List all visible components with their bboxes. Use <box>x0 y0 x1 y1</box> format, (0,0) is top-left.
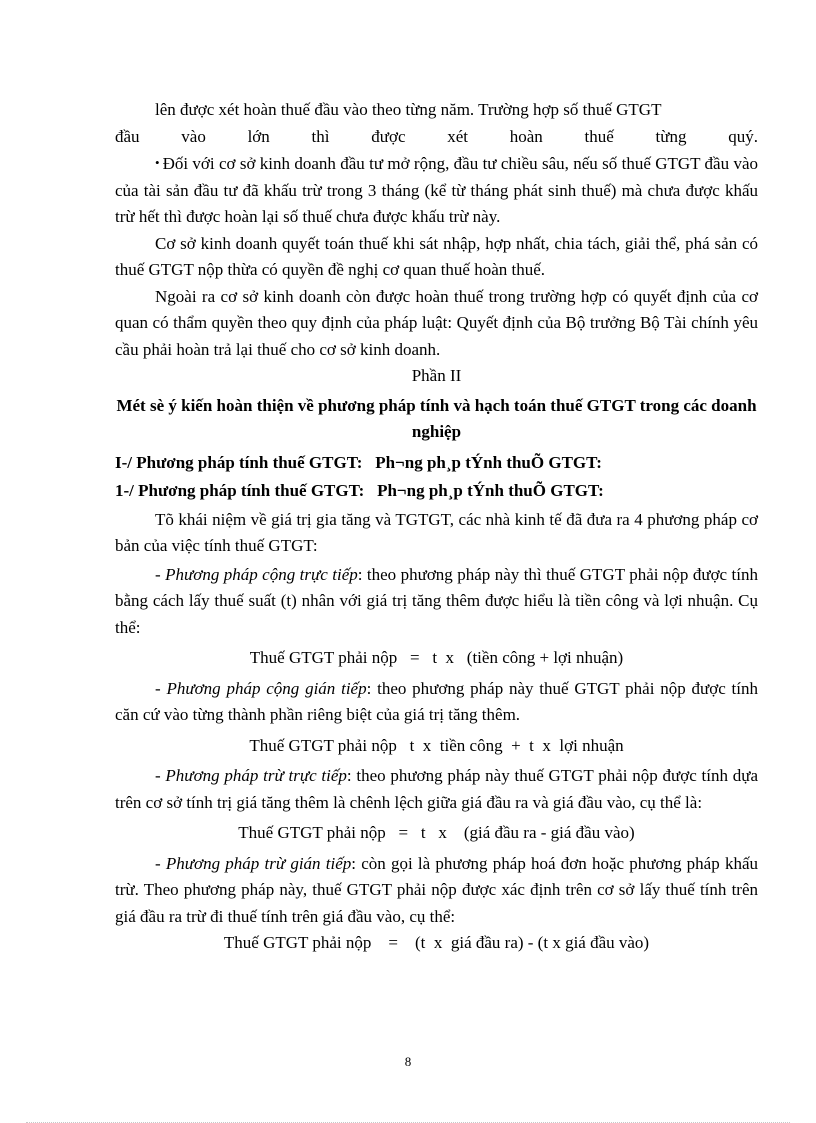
method-dash: - <box>155 564 166 584</box>
paragraph-line: đầu vào lớn thì được xét hoàn thuế từng quý. <box>115 126 758 146</box>
paragraph-method-4 <box>115 851 758 931</box>
subsection-heading-garbled: Ph¬ng ph¸p tÝnh thuÕ GTGT: <box>377 481 604 500</box>
section-heading-text: I-/ Phương pháp tính thuế GTGT: <box>115 452 363 472</box>
method-dash: - <box>155 853 166 873</box>
method-text: : theo phương pháp này thuế GTGT phải nộp được tính dựa trên cơ sở tính trị giá tăng thêm là chênh lệch giữa giá đầu ra và giá đầu vào, cụ thể là: <box>115 766 758 812</box>
paragraph-asset-refund <box>115 150 758 231</box>
method-name: Phương pháp trừ trực tiếp <box>165 766 347 785</box>
method-text: : theo phương pháp này thuế GTGT phải nộp được tính căn cứ vào từng thành phần riêng biệt của giá trị tăng thêm. <box>115 678 758 724</box>
part-title: Mét sè ý kiến hoàn thiện về phương pháp tính và hạch toán thuế GTGT trong các doanh nghiệp <box>116 395 757 441</box>
formula-3: Thuế GTGT phải nộp = t x (giá đầu ra - giá đầu vào) <box>238 823 635 842</box>
formula-1: Thuế GTGT phải nộp = t x (tiền công + lợi nhuận) <box>249 648 624 667</box>
method-text: : còn gọi là phương pháp hoá đơn hoặc phương pháp khấu trừ. Theo phương pháp này, thuế GTGT phải nộp được xác định trên cơ sở lấy thuế tính trên giá đầu ra trừ đi thuế tính trên giá đầu vào, cụ thể: <box>115 853 758 926</box>
paragraph-method-2 <box>115 676 758 729</box>
paragraph-intro: Tõ khái niệm về giá trị gia tăng và TGTGT, các nhà kinh tế đã đưa ra 4 phương pháp cơ bản của việc tính thuế GTGT: <box>115 509 758 555</box>
paragraph-method-3 <box>115 763 758 816</box>
paragraph-settlement: Cơ sở kinh doanh quyết toán thuế khi sát nhập, hợp nhất, chia tách, giải thể, phá sản có thuế GTGT nộp thừa có quyền đề nghị cơ quan thuế hoàn thuế. <box>115 233 758 279</box>
paragraph-method-1 <box>115 562 758 642</box>
formula-2: Thuế GTGT phải nộp t x tiền công + t x lợi nhuận <box>249 735 624 755</box>
method-text: : theo phương pháp này thì thuế GTGT phải nộp được tính bằng cách lấy thuế suất (t) nhân với giá trị tăng thêm được hiểu là tiền công và lợi nhuận. Cụ thể: <box>115 564 758 637</box>
page-content <box>115 97 758 957</box>
page-number: 8 <box>404 1054 412 1069</box>
paragraph-line: lên được xét hoàn thuế đầu vào theo từng năm. Trường hợp số thuế GTGT <box>155 100 662 119</box>
method-name: Phương pháp cộng gián tiếp <box>166 678 367 698</box>
section-heading <box>115 450 758 477</box>
method-name: Phương pháp trừ gián tiếp <box>165 853 352 873</box>
part-label: Phần II <box>411 366 462 385</box>
formula-4: Thuế GTGT phải nộp = (t x giá đầu ra) - (t x giá đầu vào) <box>223 933 650 952</box>
method-dash: - <box>155 678 167 698</box>
subsection-heading-text: 1-/ Phương pháp tính thuế GTGT: <box>115 481 365 500</box>
paragraph-text: Đối với cơ sở kinh doanh đầu tư mở rộng, đầu tư chiều sâu, nếu số thuế GTGT đầu vào của tài sản đầu tư đã khấu trừ trong 3 tháng (kể từ tháng phát sinh thuế) mà chưa được khấu trừ hết thì được hoàn lại số thuế chưa được khấu trừ này. <box>115 154 758 226</box>
method-dash: - <box>155 766 166 785</box>
method-name: Phương pháp cộng trực tiếp <box>165 564 358 584</box>
bullet-icon: • <box>155 155 160 170</box>
paragraph-authority-decision: Ngoài ra cơ sở kinh doanh còn được hoàn thuế trong trường hợp có quyết định của cơ quan có thẩm quyền theo quy định của pháp luật: Quyết định của Bộ trưởng Bộ Tài chính yêu cầu phải hoàn trả lại thuế cho cơ sở kinh doanh. <box>115 286 758 359</box>
section-heading-garbled: Ph¬ng ph¸p tÝnh thuÕ GTGT: <box>375 452 602 472</box>
subsection-heading <box>115 478 758 505</box>
